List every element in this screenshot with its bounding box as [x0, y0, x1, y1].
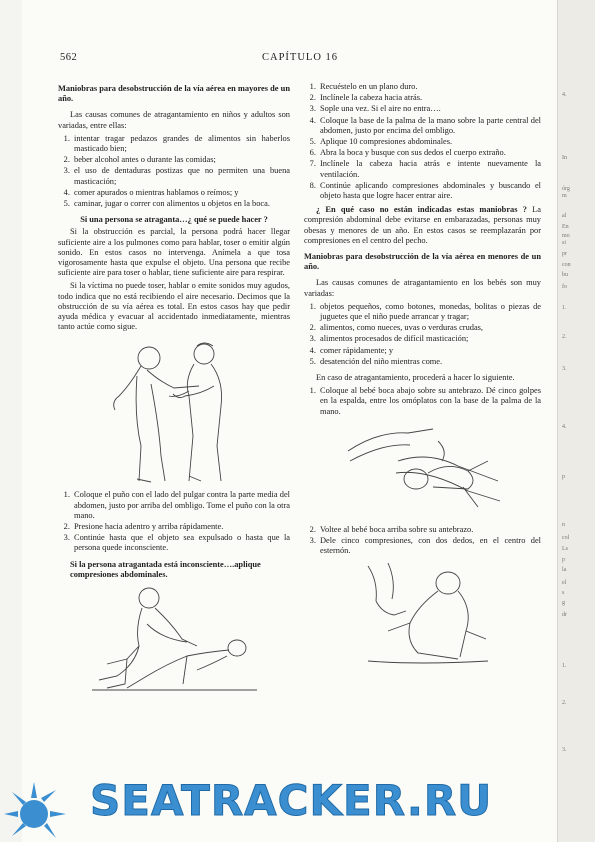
margin-fragment: fo	[562, 284, 567, 290]
list-item: 8. Continúe aplicando compresiones abdominales y buscando el objeto hasta que logre hacer entrar aire.	[318, 181, 541, 201]
list-item: 2. Voltee al bebé boca arriba sobre su antebrazo.	[318, 525, 541, 535]
list-item: 3. Dele cinco compresiones, con dos dedos, en el centro del esternón.	[318, 536, 541, 556]
margin-fragment: el	[562, 580, 567, 586]
margin-fragment: mo	[562, 233, 570, 239]
unconscious-note-text: Si la persona atragantada está inconsciente….aplique compresiones abdominales.	[70, 559, 261, 579]
causes-list	[58, 134, 290, 209]
list-item: 1. Coloque al bebé boca abajo sobre su antebrazo. Dé cinco golpes en la espalda, entre los omóplatos con la base de la palma de la mano.	[318, 386, 541, 417]
list-item: 3. el uso de dentaduras postizas que no permiten una buena masticación;	[72, 166, 290, 186]
list-item: 4. Coloque la base de la palma de la mano sobre la parte central del abdomen, justo por encima del ombligo.	[318, 116, 541, 136]
margin-fragment: col	[562, 535, 570, 541]
left-column	[58, 84, 290, 698]
heimlich-standing-illustration	[89, 336, 259, 486]
unconscious-note	[70, 560, 290, 580]
unconscious-steps	[304, 82, 541, 201]
margin-fragment: p	[562, 557, 565, 563]
margin-fragment: 1.	[562, 305, 567, 311]
list-item: 2. beber alcohol antes o durante las comidas;	[72, 155, 290, 165]
causes-intro: Las causas comunes de atragantamiento en niños y adultos son variadas, entre ellas:	[58, 110, 290, 130]
list-item: 5. Aplique 10 compresiones abdominales.	[318, 137, 541, 147]
margin-fragment: 3.	[562, 366, 567, 372]
list-item: 1. objetos pequeños, como botones, monedas, bolitas o piezas de juguetes que el niño puede arrancar y tragar;	[318, 302, 541, 322]
list-item: 7. Inclínele la cabeza hacia atrás e intente nuevamente la ventilación.	[318, 159, 541, 179]
list-item: 3. Continúe hasta que el objeto sea expulsado o hasta que la persona quede inconsciente.	[72, 533, 290, 553]
next-page-edge	[557, 0, 595, 842]
margin-fragment: la	[562, 567, 567, 573]
margin-fragment: bu	[562, 272, 568, 278]
sun-logo-icon	[4, 762, 84, 842]
total-obstruction-paragraph: Si la víctima no puede toser, hablar o emite sonidos muy agudos, todo indica que no está recibiendo el aire necesario. Decimos que la obstrucción de su vía aérea es total. En estos casos hay que pedir ayuda médica y evacuar al accidentado inmediatamente, mientras tanto actúe como sigue.	[58, 281, 290, 332]
partial-obstruction-paragraph: Si la obstrucción es parcial, la persona podrá hacer llegar suficiente aire a los pulmones como para hablar, toser o emitir algún sonido. En estos casos no intervenga. Anímela a que tosa vigorosamente hasta que expulse el objeto. Una persona que recibe suficiente aire para toser o hablar, tiene suficiente aire para respirar.	[58, 227, 290, 278]
list-item: 4. comer apurados o mientras hablamos o reímos; y	[72, 188, 290, 198]
margin-fragment: n	[562, 522, 565, 528]
list-item: 2. Inclínele la cabeza hacia atrás.	[318, 93, 541, 103]
infant-back-blows-illustration	[338, 421, 508, 521]
margin-fragment: 3.	[562, 747, 567, 753]
margin-fragment: p	[562, 474, 565, 480]
section-heading-adults: Maniobras para desobstrucción de la vía aérea en mayores de un año.	[58, 84, 290, 104]
infant-steps	[304, 525, 541, 557]
list-item: 2. alimentos, como nueces, uvas o verduras crudas,	[318, 323, 541, 333]
margin-fragment: 2.	[562, 700, 567, 706]
margin-fragment: m	[562, 193, 567, 199]
infant-chest-compressions-illustration	[348, 561, 498, 666]
margin-fragment: 4.	[562, 424, 567, 430]
chapter-title: CAPÍTULO 16	[262, 52, 339, 63]
margin-fragment: s	[562, 590, 565, 596]
contraindications-answer: La compresión abdominal debe evitarse en embarazadas, personas muy obesas y menores de un año. En estos casos se reemplazarán por compresiones en el centro del pecho.	[304, 205, 541, 245]
section-heading-infants: Maniobras para desobstrucción de la vía aérea en menores de un año.	[304, 252, 541, 272]
list-item: 5. caminar, jugar o correr con alimentos u objetos en la boca.	[72, 199, 290, 209]
right-column	[304, 84, 541, 670]
list-item: 6. Abra la boca y busque con sus dedos el cuerpo extraño.	[318, 148, 541, 158]
margin-fragment: Ls	[562, 546, 568, 552]
list-item: 1. Recuéstelo en un plano duro.	[318, 82, 541, 92]
margin-fragment: In	[562, 155, 567, 161]
infant-causes-list	[304, 302, 541, 367]
margin-fragment: En	[562, 224, 569, 230]
list-item: 1. intentar tragar pedazos grandes de alimentos sin haberlos masticado bien;	[72, 134, 290, 154]
list-item: 5. desatención del niño mientras come.	[318, 357, 541, 367]
unconscious-compressions-illustration	[87, 584, 262, 694]
margin-fragment: al	[562, 213, 567, 219]
margin-fragment: si	[562, 240, 567, 246]
contraindications-paragraph	[304, 205, 541, 246]
list-item: 3. alimentos procesados de difícil masticación;	[318, 334, 541, 344]
infant-causes-intro: Las causas comunes de atragantamiento en los bebés son muy variadas:	[304, 278, 541, 298]
margin-fragment: órg	[562, 186, 570, 192]
list-item: 4. comer rápidamente; y	[318, 346, 541, 356]
margin-fragment: 4.	[562, 92, 567, 98]
list-item: 3. Sople una vez. Si el aire no entra….	[318, 104, 541, 114]
contraindications-question: ¿ En qué caso no están indicadas estas maniobras ?	[316, 205, 527, 215]
heimlich-steps	[58, 490, 290, 553]
question-heading: Si una persona se atraganta…¿ qué se puede hacer ?	[80, 215, 268, 225]
watermark-text: SEATRACKER.RU	[90, 776, 493, 825]
margin-fragment: 2.	[562, 334, 567, 340]
margin-fragment: con	[562, 262, 571, 268]
margin-fragment: dr	[562, 612, 567, 618]
margin-fragment: g	[562, 600, 565, 606]
list-item: 1. Coloque el puño con el lado del pulgar contra la parte media del abdomen, justo por arriba del ombligo. Tome el puño con la otra mano.	[72, 490, 290, 521]
infant-step-one	[304, 386, 541, 417]
margin-fragment: 1.	[562, 663, 567, 669]
procedure-intro: En caso de atragantamiento, procederá a hacer lo siguiente.	[316, 373, 515, 383]
page-number: 562	[60, 52, 78, 63]
margin-fragment: pr	[562, 251, 567, 257]
list-item: 2. Presione hacia adentro y arriba rápidamente.	[72, 522, 290, 532]
